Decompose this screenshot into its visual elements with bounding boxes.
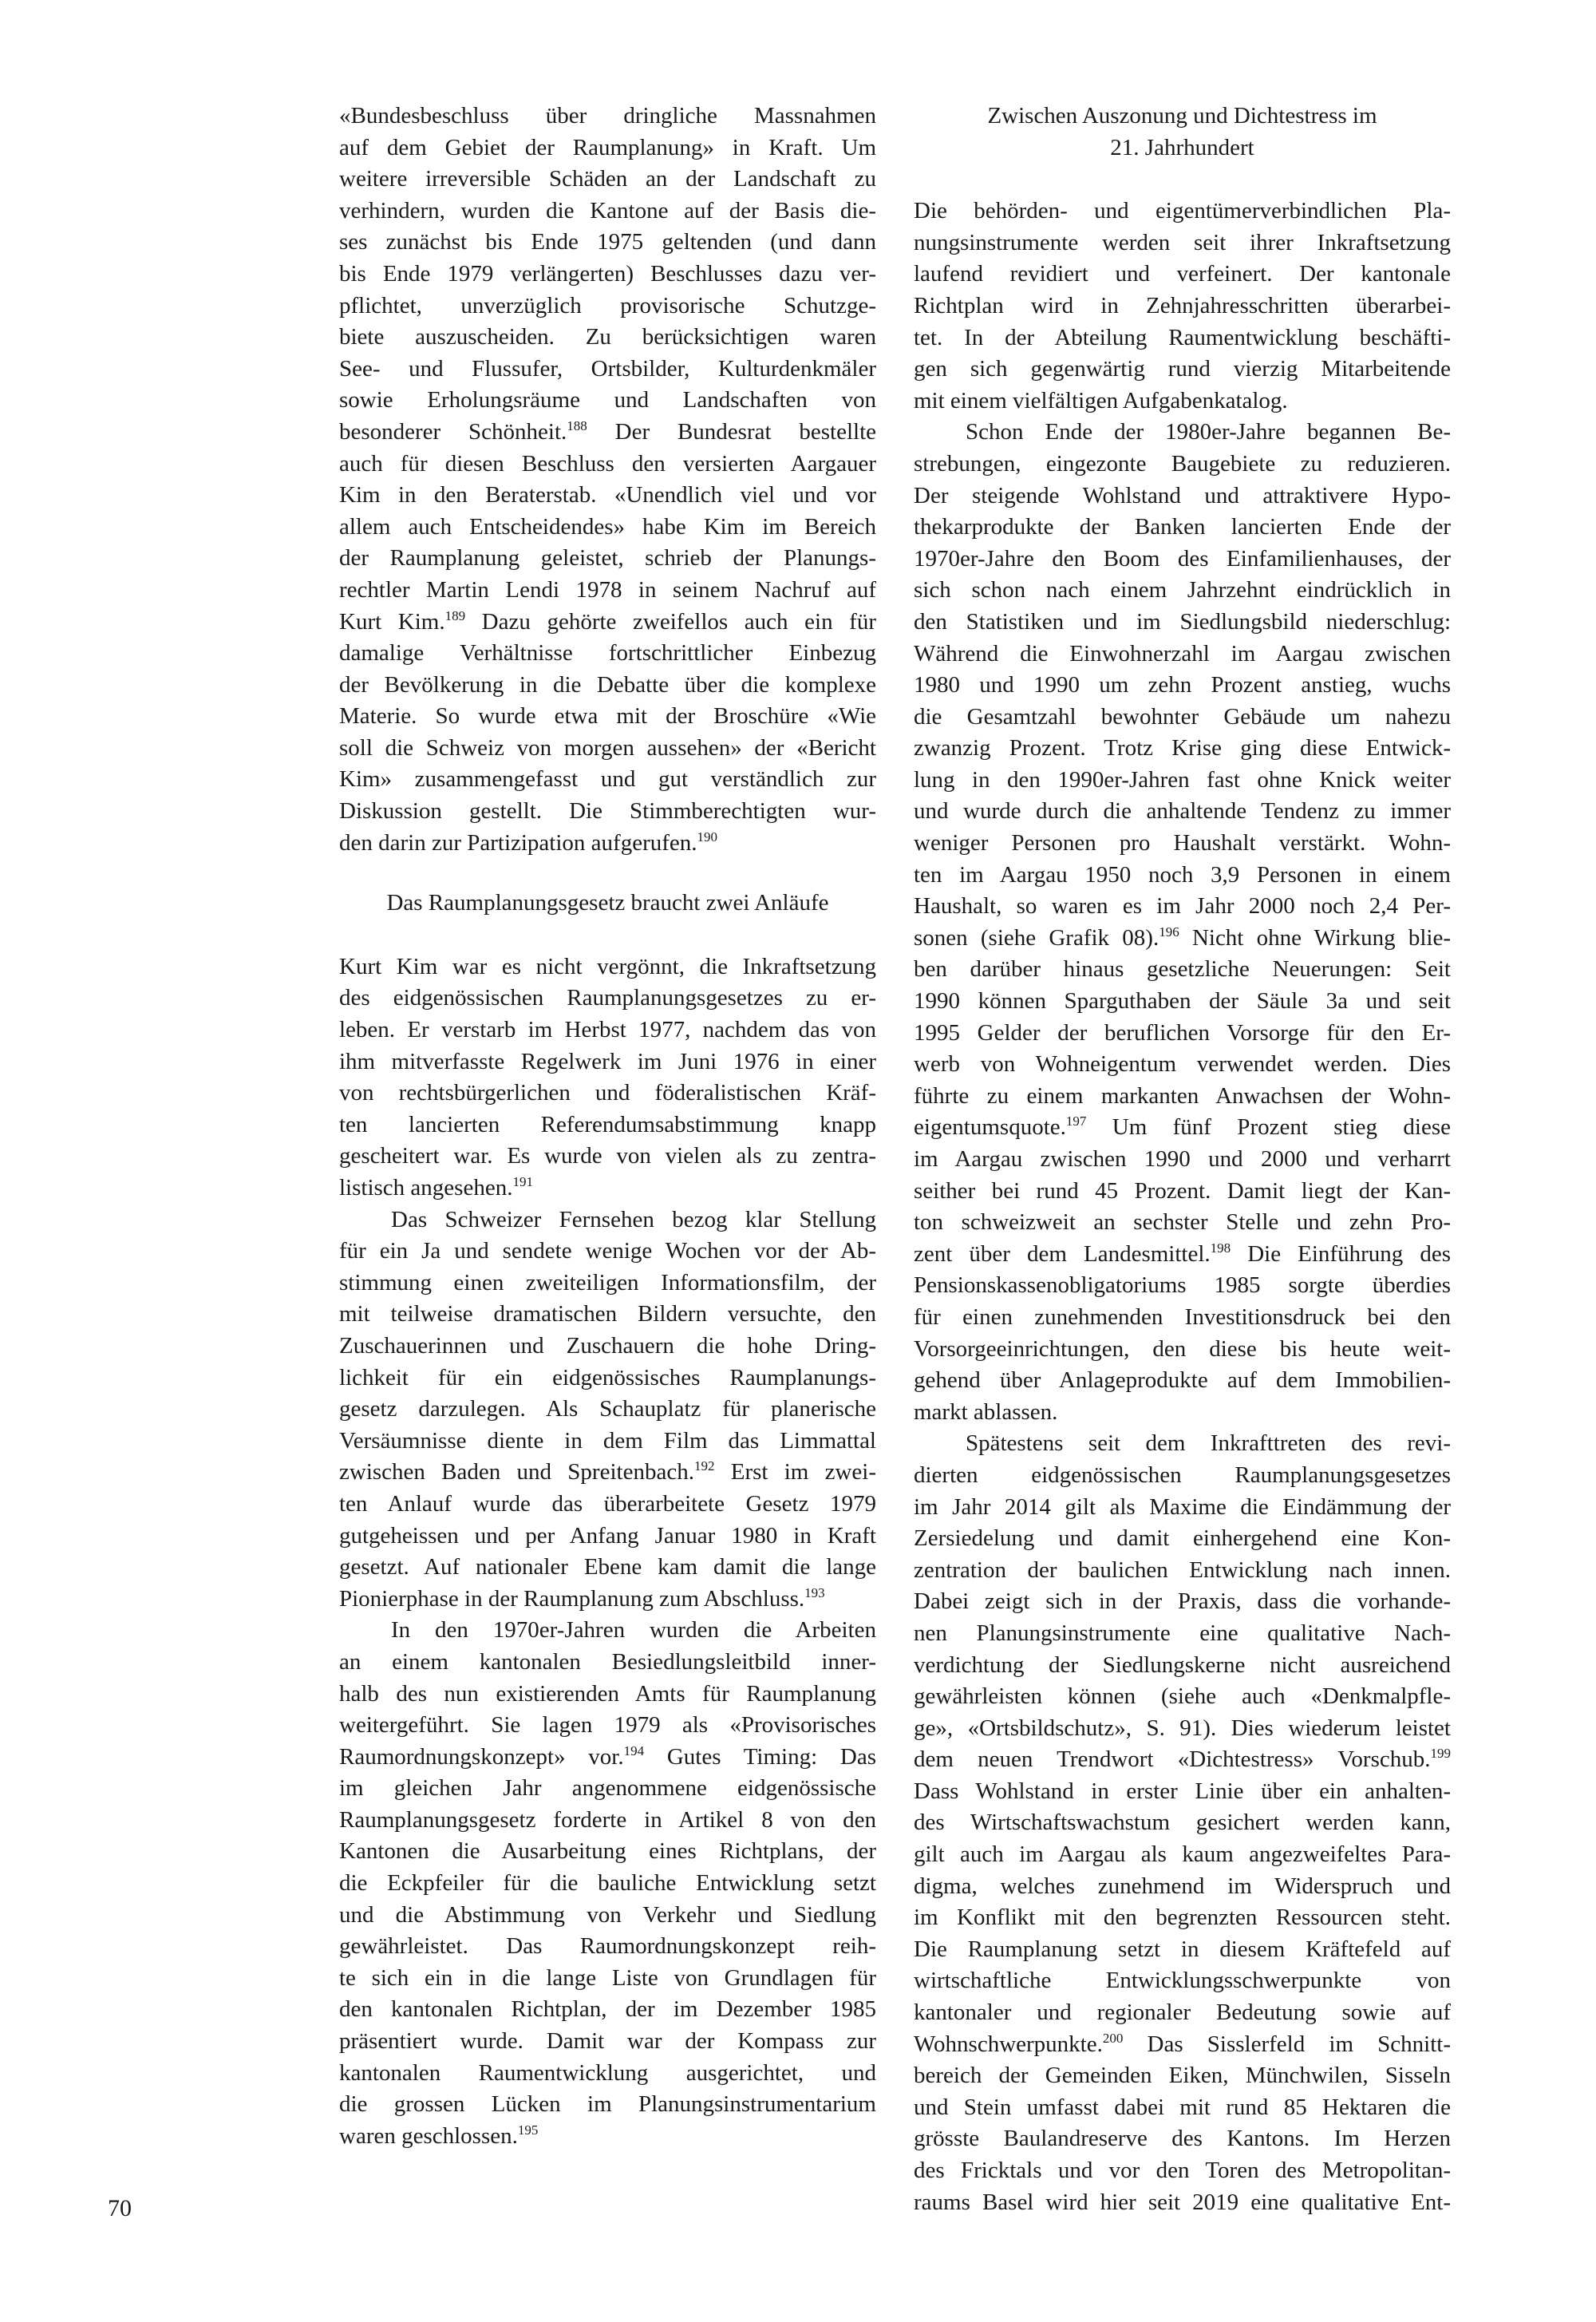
line-text: ben darüber hinaus gesetzliche Neuerungen: Seit	[914, 956, 1451, 983]
text-line	[914, 1144, 1451, 1176]
line-text: Vorsorgeeinrichtungen, den diese bis heute weit-	[914, 1335, 1451, 1362]
line-text: zwanzig Prozent. Trotz Krise ging diese Entwick-	[914, 735, 1451, 761]
text-line	[339, 354, 876, 386]
text-line	[914, 2123, 1451, 2155]
line-text: gen sich gegenwärtig rund vierzig Mitarbeitende	[914, 356, 1451, 382]
line-text: Der steigende Wohlstand und attraktivere Hypo-	[914, 482, 1451, 508]
line-text: Kantonen die Ausarbeitung eines Richtplans, der	[339, 1838, 876, 1865]
text-line	[339, 449, 876, 481]
line-text: bis Ende 1979 verlängerten) Beschlusses dazu ver-	[339, 260, 876, 287]
line-text: Pionierphase in der Raumplanung zum Abschluss.	[339, 1585, 805, 1612]
text-line	[339, 1268, 876, 1299]
line-text: zwischen Baden und Spreitenbach.	[339, 1459, 694, 1485]
line-text: gewährleistet. Das Raumordnungskonzept reih-	[339, 1933, 876, 1960]
line-text: weniger Personen pro Haushalt verstärkt. Wohn-	[914, 830, 1451, 856]
text-line	[339, 1773, 876, 1805]
line-text-continued: Um fünf Prozent stieg diese	[1086, 1114, 1451, 1141]
text-line	[339, 259, 876, 291]
text-line	[914, 512, 1451, 544]
text-line	[339, 480, 876, 512]
text-line	[914, 670, 1451, 702]
line-text: halb des nun existierenden Amts für Raumplanung	[339, 1680, 876, 1707]
line-text: grösste Baulandreserve des Kantons. Im Herzen	[914, 2126, 1451, 2152]
line-text-continued: Der Bundesrat bestellte	[587, 418, 877, 445]
line-text: für ein Ja und sendete wenige Wochen vor der Ab-	[339, 1238, 876, 1264]
footnote-marker: 190	[697, 829, 718, 845]
text-line	[339, 133, 876, 164]
text-line	[914, 1965, 1451, 1997]
line-text: dierten eidgenössischen Raumplanungsgesetzes	[914, 1462, 1451, 1488]
line-text: von rechtsbürgerlichen und föderalistischen Kräf-	[339, 1080, 876, 1106]
page-number: 70	[108, 2195, 132, 2221]
text-line	[914, 828, 1451, 860]
text-line	[914, 765, 1451, 797]
footnote-marker: 197	[1065, 1114, 1087, 1129]
footnote-marker: 199	[1430, 1746, 1451, 1762]
line-text: weitergeführt. Sie lagen 1979 als «Provisorisches	[339, 1712, 876, 1739]
line-text: Diskussion gestellt. Die Stimmberechtigten wur-	[339, 798, 876, 825]
text-line	[914, 923, 1451, 955]
line-text: damalige Verhältnisse fortschrittlicher Einbezug	[339, 640, 876, 667]
text-line	[339, 1046, 876, 1078]
text-line	[914, 259, 1451, 291]
line-text: Zersiedelung und damit einhergehend eine Kon-	[914, 1525, 1451, 1552]
footnote-marker: 200	[1102, 2030, 1124, 2046]
line-text: gesetz darzulegen. Als Schauplatz für planerische	[339, 1396, 876, 1422]
text-line	[339, 764, 876, 796]
line-text: gutgeheissen und per Anfang Januar 1980 in Kraft	[339, 1522, 876, 1549]
text-line	[914, 1586, 1451, 1618]
text-line	[339, 1141, 876, 1173]
line-text: und Stein umfasst dabei mit rund 85 Hektaren die	[914, 2094, 1451, 2120]
text-line	[339, 2089, 876, 2121]
section-heading-raumplanungsgesetz: Das Raumplanungsgesetz braucht zwei Anläufe	[386, 890, 829, 916]
text-line	[339, 196, 876, 227]
text-line	[914, 1681, 1451, 1713]
text-line	[339, 1742, 876, 1774]
line-text: die grossen Lücken im Planungsinstrumentarium	[339, 2091, 876, 2118]
footnote-marker: 189	[444, 607, 466, 623]
text-line	[914, 1460, 1451, 1492]
text-line	[339, 417, 876, 449]
text-line	[914, 1207, 1451, 1239]
line-text: sowie Erholungsräume und Landschaften von	[339, 387, 876, 413]
text-line	[914, 291, 1451, 322]
line-text: im Aargau zwischen 1990 und 2000 und verharrt	[914, 1146, 1451, 1172]
left-column	[339, 101, 876, 2152]
line-text: waren geschlossen.	[339, 2122, 518, 2149]
text-line	[339, 1994, 876, 2026]
line-text: führte zu einem markanten Anwachsen der Wohn-	[914, 1082, 1451, 1109]
line-text: zent über dem Landesmittel.	[914, 1240, 1211, 1267]
text-line	[339, 670, 876, 702]
line-text: nen Planungsinstrumente eine qualitative Nach-	[914, 1620, 1451, 1646]
line-text: gilt auch im Aargau als kaum angezweifeltes Para-	[914, 1841, 1451, 1868]
line-text-continued: Die Einführung des	[1231, 1240, 1451, 1267]
text-line	[339, 1426, 876, 1458]
text-line	[914, 1176, 1451, 1208]
line-text: nungsinstrumente werden seit ihrer Inkraftsetzung	[914, 229, 1451, 255]
text-line	[914, 1334, 1451, 1366]
text-line	[339, 1584, 876, 1616]
line-text: dem neuen Trendwort «Dichtestress» Vorschub.	[914, 1746, 1431, 1773]
line-text: und die Abstimmung von Verkehr und Siedlung	[339, 1901, 876, 1928]
line-text: ses zunächst bis Ende 1975 geltenden (und dann	[339, 229, 876, 255]
text-line	[339, 607, 876, 639]
line-text: des Wirtschaftswachstum gesichert werden kann,	[914, 1810, 1451, 1836]
line-text: der Bevölkerung in die Debatte über die komplexe	[339, 671, 876, 698]
text-line	[339, 1173, 876, 1205]
footnote-marker: 198	[1210, 1240, 1231, 1256]
text-line	[914, 607, 1451, 639]
text-line	[914, 449, 1451, 481]
line-text: Die behörden- und eigentümerverbindlichen Pla-	[914, 198, 1451, 224]
text-line	[914, 1523, 1451, 1555]
footnote-marker: 191	[512, 1174, 533, 1189]
line-text: lichkeit für ein eidgenössisches Raumplanungs-	[339, 1364, 876, 1390]
text-line	[339, 1552, 876, 1584]
line-text: gescheitert war. Es wurde von vielen als zu zentra-	[339, 1143, 876, 1169]
text-line	[339, 1521, 876, 1553]
text-line	[339, 1299, 876, 1331]
line-text: Kim» zusammengefasst und gut verständlich zur	[339, 766, 876, 793]
line-text: Schon Ende der 1980er-Jahre begannen Be-	[966, 419, 1451, 445]
text-line	[914, 575, 1451, 607]
section-heading-line: 21. Jahrhundert	[1110, 134, 1254, 160]
text-line	[339, 1078, 876, 1110]
footnote-marker: 192	[693, 1458, 715, 1474]
text-line	[339, 1489, 876, 1521]
text-line	[914, 1997, 1451, 2029]
text-line	[914, 1239, 1451, 1271]
line-text: Richtplan wird in Zehnjahresschritten überarbei-	[914, 292, 1451, 318]
line-text: mit einem vielfältigen Aufgabenkatalog.	[914, 387, 1288, 413]
text-line	[339, 543, 876, 575]
line-text: Raumordnungskonzept» vor.	[339, 1743, 624, 1770]
text-line	[914, 481, 1451, 512]
line-text: mit teilweise dramatischen Bildern versuchte, den	[339, 1301, 876, 1327]
text-line	[914, 733, 1451, 765]
line-text: ge», «Ortsbildschutz», S. 91). Dies wiederum leistet	[914, 1715, 1451, 1741]
text-line	[914, 1713, 1451, 1745]
section-heading-auszonung	[914, 101, 1451, 164]
text-line	[914, 2155, 1451, 2187]
text-line	[339, 1931, 876, 1963]
line-text: ten im Aargau 1950 noch 3,9 Personen in einem	[914, 861, 1451, 888]
line-text: gesetzt. Auf nationaler Ebene kam damit die lange	[339, 1554, 876, 1580]
text-line	[339, 1015, 876, 1046]
paragraph-bundesbeschluss	[339, 101, 876, 859]
text-line	[914, 354, 1451, 386]
line-text: den kantonalen Richtplan, der im Dezember 1985	[339, 1996, 876, 2023]
text-line	[339, 1615, 876, 1647]
section-body-raumplanungsgesetz	[339, 951, 876, 2153]
line-text: den darin zur Partizipation aufgerufen.	[339, 829, 697, 856]
line-text: sonen (siehe Grafik 08).	[914, 924, 1159, 951]
line-text: listisch angesehen.	[339, 1175, 513, 1201]
line-text: Raumplanungsgesetz forderte in Artikel 8 von den	[339, 1806, 876, 1833]
text-line	[339, 1868, 876, 1900]
line-text: kantonaler und regionaler Bedeutung sowie auf	[914, 2000, 1451, 2026]
footnote-marker: 195	[517, 2122, 539, 2138]
line-text: 1970er-Jahre den Boom des Einfamilienhauses, der	[914, 545, 1451, 572]
text-line	[339, 101, 876, 133]
text-line	[914, 1018, 1451, 1050]
line-text: Materie. So wurde etwa mit der Broschüre «Wie	[339, 703, 876, 730]
line-text: markt ablassen.	[914, 1398, 1058, 1425]
line-text: die Gesamtzahl bewohnter Gebäude um nahezu	[914, 703, 1451, 730]
footnote-marker: 188	[567, 417, 587, 433]
line-text: gehend über Anlageprodukte auf dem Immobilien-	[914, 1367, 1451, 1394]
line-text: Pensionskassenobligatoriums 1985 sorgte überdies	[914, 1272, 1451, 1299]
text-line	[339, 1679, 876, 1711]
text-line	[339, 1236, 876, 1268]
text-line	[914, 954, 1451, 986]
text-line	[914, 227, 1451, 259]
line-text: eigentumsquote.	[914, 1114, 1066, 1141]
line-text: Haushalt, so waren es im Jahr 2000 noch 2,4 Per-	[914, 893, 1451, 920]
line-text: lung in den 1990er-Jahren fast ohne Knick weiter	[914, 766, 1451, 793]
line-text: weitere irreversible Schäden an der Landschaft zu	[339, 166, 876, 192]
text-line	[914, 1776, 1451, 1808]
text-line	[914, 986, 1451, 1018]
line-text: leben. Er verstarb im Herbst 1977, nachdem das von	[339, 1017, 876, 1043]
line-text: des eidgenössischen Raumplanungsgesetzes zu er-	[339, 985, 876, 1011]
line-text: verdichtung der Siedlungskerne nicht ausreichend	[914, 1652, 1451, 1678]
text-line	[339, 227, 876, 259]
text-line	[914, 1871, 1451, 1903]
line-text-continued: Erst im zwei-	[714, 1459, 877, 1485]
text-line	[914, 1397, 1451, 1429]
text-line	[339, 1331, 876, 1363]
text-line	[914, 196, 1451, 227]
line-text: soll die Schweiz von morgen aussehen» der «Bericht	[339, 734, 876, 761]
text-line	[339, 575, 876, 607]
line-text: Kurt Kim war es nicht vergönnt, die Inkraftsetzung	[339, 953, 876, 979]
line-text: Versäumnisse diente in dem Film das Limmattal	[339, 1427, 876, 1454]
line-text: zentration der baulichen Entwicklung nach innen.	[914, 1557, 1451, 1583]
text-line	[914, 1049, 1451, 1081]
text-line	[339, 512, 876, 544]
line-text: auf dem Gebiet der Raumplanung» in Kraft. Um	[339, 134, 876, 160]
line-text: sich schon nach einem Jahrzehnt eindrücklich in	[914, 577, 1451, 603]
line-text: für einen zunehmenden Investitionsdruck bei den	[914, 1303, 1451, 1330]
line-text: des Fricktals und vor den Toren des Metropolitan-	[914, 2158, 1451, 2183]
text-line	[914, 322, 1451, 354]
text-line	[914, 702, 1451, 734]
line-text: ihm mitverfasste Regelwerk im Juni 1976 in einer	[339, 1048, 876, 1074]
text-line	[339, 1710, 876, 1742]
line-text: ton schweizweit an sechster Stelle und zehn Pro-	[914, 1209, 1451, 1236]
line-text: im Jahr 2014 gilt als Maxime die Eindämmung der	[914, 1493, 1451, 1520]
text-line	[339, 322, 876, 354]
section-body-auszonung	[914, 196, 1451, 2218]
footnote-marker: 194	[623, 1742, 645, 1758]
line-text: Dass Wohlstand in erster Linie über ein anhalten-	[914, 1778, 1451, 1804]
text-line	[914, 2029, 1451, 2061]
line-text: präsentiert wurde. Damit war der Kompass zur	[339, 2028, 876, 2055]
line-text: ten Anlauf wurde das überarbeitete Gesetz 1979	[339, 1490, 876, 1517]
line-text-continued: Nicht ohne Wirkung blie-	[1179, 924, 1451, 951]
footnote-marker: 193	[804, 1584, 825, 1600]
line-text: In den 1970er-Jahren wurden die Arbeiten	[391, 1617, 876, 1644]
text-line	[914, 1555, 1451, 1587]
line-text: Kim in den Beraterstab. «Unendlich viel und vor	[339, 482, 876, 508]
text-line	[339, 1805, 876, 1837]
text-line	[914, 1934, 1451, 1966]
text-line	[914, 1081, 1451, 1113]
line-text: thekarprodukte der Banken lancierten Ende der	[914, 514, 1451, 540]
line-text: 1990 können Sparguthaben der Säule 3a und seit	[914, 988, 1451, 1015]
text-line	[339, 385, 876, 417]
text-line	[914, 1428, 1451, 1460]
line-text: seither bei rund 45 Prozent. Damit liegt der Kan-	[914, 1177, 1451, 1204]
line-text: pflichtet, unverzüglich provisorische Schutzge-	[339, 292, 876, 318]
line-text: die Eckpfeiler für die bauliche Entwicklung setzt	[339, 1870, 876, 1897]
text-line	[339, 638, 876, 670]
line-text: wirtschaftliche Entwicklungsschwerpunkte von	[914, 1968, 1451, 1994]
line-text: Wohnschwerpunkte.	[914, 2031, 1103, 2057]
text-line	[339, 733, 876, 765]
text-line	[914, 1112, 1451, 1144]
text-line	[339, 1836, 876, 1868]
text-line	[914, 1618, 1451, 1650]
line-text: rechtler Martin Lendi 1978 in seinem Nachruf auf	[339, 576, 876, 603]
text-line	[339, 796, 876, 828]
line-text-continued: Gutes Timing: Das	[644, 1743, 876, 1770]
line-text: biete auszuscheiden. Zu berücksichtigen waren	[339, 324, 876, 350]
text-line	[914, 639, 1451, 670]
text-line	[914, 891, 1451, 923]
text-line	[914, 1270, 1451, 1302]
line-text: tet. In der Abteilung Raumentwicklung beschäfti-	[914, 324, 1451, 350]
line-text: stimmung einen zweiteiligen Informationsfilm, der	[339, 1269, 876, 1295]
line-text: laufend revidiert und verfeinert. Der kantonale	[914, 261, 1451, 287]
text-line	[339, 1457, 876, 1489]
line-text: Spätestens seit dem Inkrafttreten des revi-	[966, 1430, 1451, 1457]
line-text: und wurde durch die anhaltende Tendenz zu immer	[914, 798, 1451, 825]
text-line	[339, 1363, 876, 1394]
line-text: im Konflikt mit den begrenzten Ressourcen steht.	[914, 1905, 1451, 1931]
text-line	[339, 1963, 876, 1995]
line-text: Kurt Kim.	[339, 608, 445, 635]
line-text: Das Schweizer Fernsehen bezog klar Stellung	[391, 1206, 876, 1232]
line-text: besonderer Schönheit.	[339, 418, 567, 445]
text-line	[914, 860, 1451, 892]
text-line	[339, 1110, 876, 1141]
text-line	[339, 1647, 876, 1679]
text-line	[914, 796, 1451, 828]
text-line	[339, 1900, 876, 1932]
line-text: im gleichen Jahr angenommene eidgenössische	[339, 1775, 876, 1802]
text-line	[339, 828, 876, 860]
line-text: ten lancierten Referendumsabstimmung knapp	[339, 1111, 876, 1137]
section-heading-line: Zwischen Auszonung und Dichtestress im	[987, 103, 1377, 129]
text-line	[914, 2060, 1451, 2092]
text-line	[914, 1302, 1451, 1334]
line-text: verhindern, wurden die Kantone auf der Basis die-	[339, 197, 876, 223]
text-line	[914, 1365, 1451, 1397]
text-line	[914, 1744, 1451, 1776]
line-text: Während die Einwohnerzahl im Aargau zwischen	[914, 640, 1451, 667]
text-line	[914, 1650, 1451, 1682]
text-line	[339, 164, 876, 196]
text-line	[339, 2058, 876, 2090]
line-text: raums Basel wird hier seit 2019 eine qualitative Ent-	[914, 2189, 1451, 2215]
text-line	[914, 1492, 1451, 1524]
line-text: Zuschauerinnen und Zuschauern die hohe Dring-	[339, 1332, 876, 1359]
text-line	[914, 544, 1451, 576]
line-text: bereich der Gemeinden Eiken, Münchwilen, Sisseln	[914, 2063, 1451, 2089]
line-text: strebungen, eingezonte Baugebiete zu reduzieren.	[914, 450, 1451, 477]
text-line	[914, 1902, 1451, 1934]
right-column	[914, 101, 1451, 2218]
line-text: 1980 und 1990 um zehn Prozent anstieg, wuchs	[914, 672, 1451, 698]
line-text: kantonalen Raumentwicklung ausgerichtet, und	[339, 2059, 876, 2086]
text-line	[339, 291, 876, 322]
text-line	[339, 1205, 876, 1236]
text-line	[914, 2092, 1451, 2124]
text-line	[914, 1839, 1451, 1871]
line-text: werb von Wohneigentum verwendet werden. Dies	[914, 1051, 1451, 1078]
line-text-continued: Dazu gehörte zweifellos auch ein für	[465, 608, 876, 635]
text-line	[339, 983, 876, 1015]
text-line	[339, 951, 876, 983]
line-text: gewährleisten können (siehe auch «Denkmalpfle-	[914, 1683, 1451, 1710]
line-text: auch für diesen Beschluss den versierten Aargauer	[339, 450, 876, 477]
line-text-continued: Das Sisslerfeld im Schnitt-	[1123, 2031, 1451, 2057]
line-text: Dabei zeigt sich in der Praxis, dass die vorhande-	[914, 1588, 1451, 1615]
text-line	[339, 701, 876, 733]
line-text: an einem kantonalen Besiedlungsleitbild inner-	[339, 1648, 876, 1675]
line-text: See- und Flussufer, Ortsbilder, Kulturdenkmäler	[339, 355, 876, 382]
line-text: te sich ein in die lange Liste von Grundlagen für	[339, 1964, 876, 1991]
line-text: den Statistiken und im Siedlungsbild niederschlug:	[914, 608, 1451, 635]
text-line	[914, 2187, 1451, 2219]
text-line	[339, 2121, 876, 2153]
line-text: der Raumplanung geleistet, schrieb der Planungs-	[339, 545, 876, 572]
line-text: «Bundesbeschluss über dringliche Massnahmen	[339, 103, 876, 129]
line-text: digma, welches zunehmend im Widerspruch und	[914, 1873, 1451, 1899]
footnote-marker: 196	[1159, 924, 1179, 939]
text-line	[914, 386, 1451, 417]
line-text: allem auch Entscheidendes» habe Kim im Bereich	[339, 513, 876, 540]
line-text: Die Raumplanung setzt in diesem Kräftefeld auf	[914, 1936, 1451, 1962]
line-text: 1995 Gelder der beruflichen Vorsorge für den Er-	[914, 1019, 1451, 1046]
text-line	[339, 2026, 876, 2058]
text-line	[339, 1394, 876, 1426]
text-line	[914, 1807, 1451, 1839]
text-line	[914, 417, 1451, 449]
